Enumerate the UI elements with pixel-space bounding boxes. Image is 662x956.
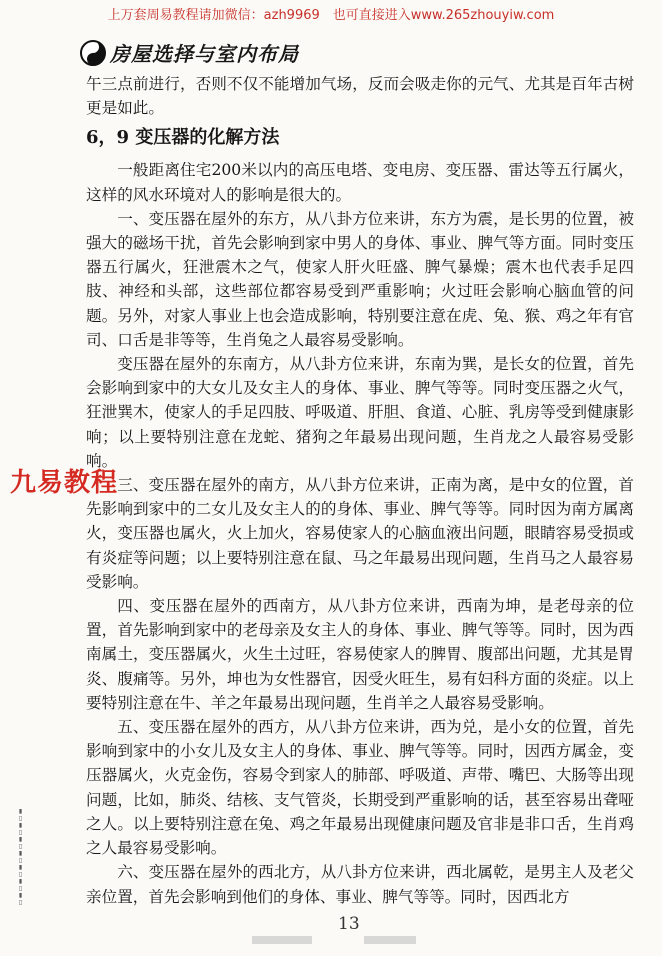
watermark-banner: 上万套周易教程请加微信：azh9969 也可直接进入www.265zhouyiw.com [107,8,555,23]
paragraph-continued: 午三点前进行，否则不仅不能增加气场，反而会吸走你的元气、尤其是百年古树更是如此。 [86,75,634,118]
paragraph-south: 三、变压器在屋外的南方，从八卦方位来讲，正南为离，是中女的位置，首先影响到家中的二女儿及女主人的的身体、事业、脾气等等。同时因为南方属离火，变压器也属火，火上加火，容易使家人的心脑血液出问题，眼睛容易受损或有炎症等问题；以上要特别注意在鼠、马之年最易出现问题，生肖马之人最容易受影响。 [86,476,634,591]
paragraph-southwest: 四、变压器在屋外的西南方，从八卦方位来讲，西南为坤，是老母亲的位置，首先影响到家中的老母亲及女主人的身体、事业、脾气等等。同时，因为西南属土，变压器属火，火生土过旺，容易使家人的脾胃、腹部出问题，尤其是胃炎、腹痛等。另外，坤也为女性器官，因受火旺生，易有妇科方面的炎症。以上要特别注意在牛、羊之年最易出现问题，生肖羊之人最容易受影响。 [86,597,634,712]
page-number: 13 [338,914,360,934]
page-body [86,72,634,909]
section-title: 6，9 变压器的化解方法 [86,127,280,149]
paragraph-intro: 一般距离住宅200米以内的高压电塔、变电房、变压器、雷达等五行属火，这样的风水环境对人的影响是很大的。 [86,161,634,204]
header-title: 房屋选择与室内布局 [110,42,299,66]
taiji-logo-icon [80,40,106,66]
paragraph-east: 一、变压器在屋外的东方，从八卦方位来讲，东方为震，是长男的位置，被强大的磁场干扰，首先会影响到家中男人的身体、事业、脾气等方面。同时变压器五行属火，狂泄震木之气，使家人肝火旺盛、脾气暴燥；震木也代表手足四肢、神经和头部，这些部位都容易受到严重影响；火过旺会影响心脑血管的问题。另外，对家人事业上也会造成影响，特别要注意在虎、兔、猴、鸡之年有官司、口舌是非等等，生肖兔之人最容易受影响。 [86,209,634,349]
paragraph-northwest: 六、变压器在屋外的西北方，从八卦方位来讲，西北属乾，是男主人及老父亲位置，首先会影响到他们的身体、事业、脾气等等。同时，因西北方 [86,863,634,906]
margin-print-mark: ▮▯▮▯▮▯▮▯▮▯▮▯▮▯ [17,808,24,906]
paragraph-southeast: 变压器在屋外的东南方，从八卦方位来讲，东南为巽，是长女的位置，首先会影响到家中的大女儿及女主人的身体、事业、脾气等等。同时变压器之火气，狂泄巽木，使家人的手足四肢、呼吸道、肝胆、食道、心脏、乳房等受到健康影响；以上要特别注意在龙蛇、猪狗之年最易出现问题，生肖龙之人最容易受影响。 [86,355,634,470]
watermark-stamp: 九易教程 [10,468,119,498]
paragraph-west: 五、变压器在屋外的西方，从八卦方位来讲，西为兑，是小女的位置，首先影响到家中的小女儿及女主人的身体、事业、脾气等等。同时，因西方属金，变压器属火，火克金伤，容易令到家人的肺部、呼吸道、声带、嘴巴、大肠等出现问题，比如，肺炎、结核、支气管炎，长期受到严重影响的话，甚至容易出聋哑之人。以上要特别注意在兔、鸡之年最易出现健康问题及官非是非口舌，生肖鸡之人最容易受影响。 [86,718,634,858]
scan-artifact [364,936,416,944]
page-header [80,38,299,67]
scan-artifact [252,936,312,944]
